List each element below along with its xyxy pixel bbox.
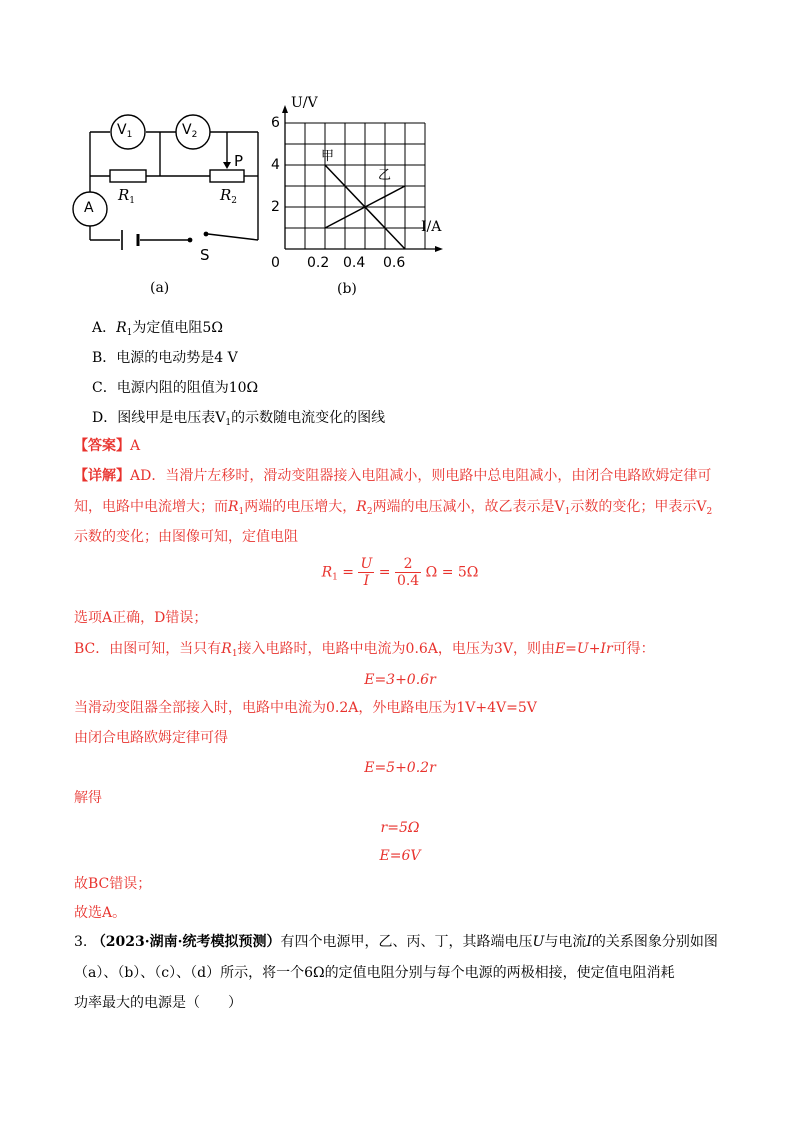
circuit-diagram: [60, 100, 275, 300]
explanation-line-9: 故BC错误；: [74, 876, 152, 892]
y-tick-label: 4: [271, 157, 280, 173]
question-3-line-2: （a）、（b）、（c）、（d）所示，将一个6Ω的定值电阻分别与每个电源的两极相接，使定值电阻消耗: [74, 965, 675, 981]
fraction-2-over-04: $\frac{2}{0.4}$: [396, 556, 420, 589]
explanation-line-7: 由闭合电路欧姆定律可得: [74, 730, 228, 746]
explanation-line-10: 故选A。: [74, 905, 127, 921]
line-yi-label: 乙: [378, 168, 392, 183]
resistor-r1-icon: [110, 170, 146, 182]
switch-s-label: S: [200, 246, 210, 264]
explanation-line-3: 示数的变化；由图像可知，定值电阻: [74, 529, 298, 545]
y-tick-label: 2: [271, 199, 280, 215]
equation-r1: $R_1$ = $\frac{U}{I}$ = $\frac{2}{0.4}$ Ω = 5Ω: [321, 556, 479, 589]
x-axis-arrow-icon: [435, 246, 443, 252]
fraction-u-over-i: $\frac{U}{I}$: [360, 556, 373, 589]
v1-label: $V_1$: [117, 122, 133, 140]
origin-label: 0: [271, 255, 280, 271]
ui-graph: [265, 95, 450, 305]
r2-label: $R_2$: [220, 186, 238, 206]
equation-e1: E=3+0.6r: [364, 672, 436, 688]
slider-p-label: P: [234, 152, 244, 170]
x-tick-label: 0.6: [383, 255, 406, 271]
x-tick-label: 0.4: [343, 255, 366, 271]
option-a: A．$R_1$为定值电阻5Ω: [92, 320, 223, 338]
equation-e2: E=5+0.2r: [364, 760, 436, 776]
switch-contact-icon: [188, 238, 193, 243]
figure-b-caption: (b): [337, 281, 357, 297]
question-3-line-3: 功率最大的电源是（ ）: [74, 995, 242, 1011]
figure-a-caption: (a): [150, 280, 170, 296]
slider-arrow-icon: [223, 162, 231, 169]
explanation-line-6: 当滑动变阻器全部接入时，电路中电流为0.2A，外电路电压为1V+4V=5V: [74, 700, 537, 716]
equation-e3: E=6V: [379, 848, 421, 864]
ui-graph-svg: [265, 95, 450, 305]
line-jia-label: 甲: [321, 149, 335, 164]
r1-label: $R_1$: [118, 186, 136, 206]
ammeter-label: A: [84, 200, 94, 216]
battery-icon: [122, 230, 138, 250]
option-b: B．电源的电动势是4 V: [92, 350, 238, 366]
switch-contact-icon: [204, 232, 209, 237]
y-tick-label: 6: [271, 115, 280, 131]
explanation-line-2: 知，电路中电流增大；而$R_1$两端的电压增大，$R_2$两端的电压减小，故乙表示是$V_1$示数的变化；甲表示$V_2$: [74, 499, 713, 517]
explanation-line-1: 【详解】AD．当滑片左移时，滑动变阻器接入电阻减小，则电路中总电阻减小，由闭合电路欧姆定律可: [74, 468, 712, 484]
equation-r: r=5Ω: [380, 820, 420, 836]
resistor-r2-icon: [210, 170, 244, 182]
option-d: D．图线甲是电压表$V_1$的示数随电流变化的图线: [92, 410, 386, 428]
v2-label: $V_2$: [182, 122, 198, 140]
option-c: C．电源内阻的阻值为10Ω: [92, 380, 259, 396]
answer-line: 【答案】A: [74, 438, 141, 454]
explanation-line-5: BC．由图可知，当只有$R_1$接入电路时，电路中电流为0.6A，电压为3V，则由E=U+Ir可得：: [74, 641, 655, 659]
question-3-line-1: 3. （2023·湖南·统考模拟预测）有四个电源甲，乙、丙、丁，其路端电压U与电流I的关系图象分别如图: [74, 934, 718, 950]
x-tick-label: 0.2: [307, 255, 330, 271]
explanation-line-4: 选项A正确，D错误；: [74, 610, 208, 626]
y-axis-arrow-icon: [282, 105, 288, 113]
y-axis-label: U/V: [291, 95, 318, 111]
x-axis-label: I/A: [421, 219, 442, 235]
explanation-line-8: 解得: [74, 790, 102, 806]
